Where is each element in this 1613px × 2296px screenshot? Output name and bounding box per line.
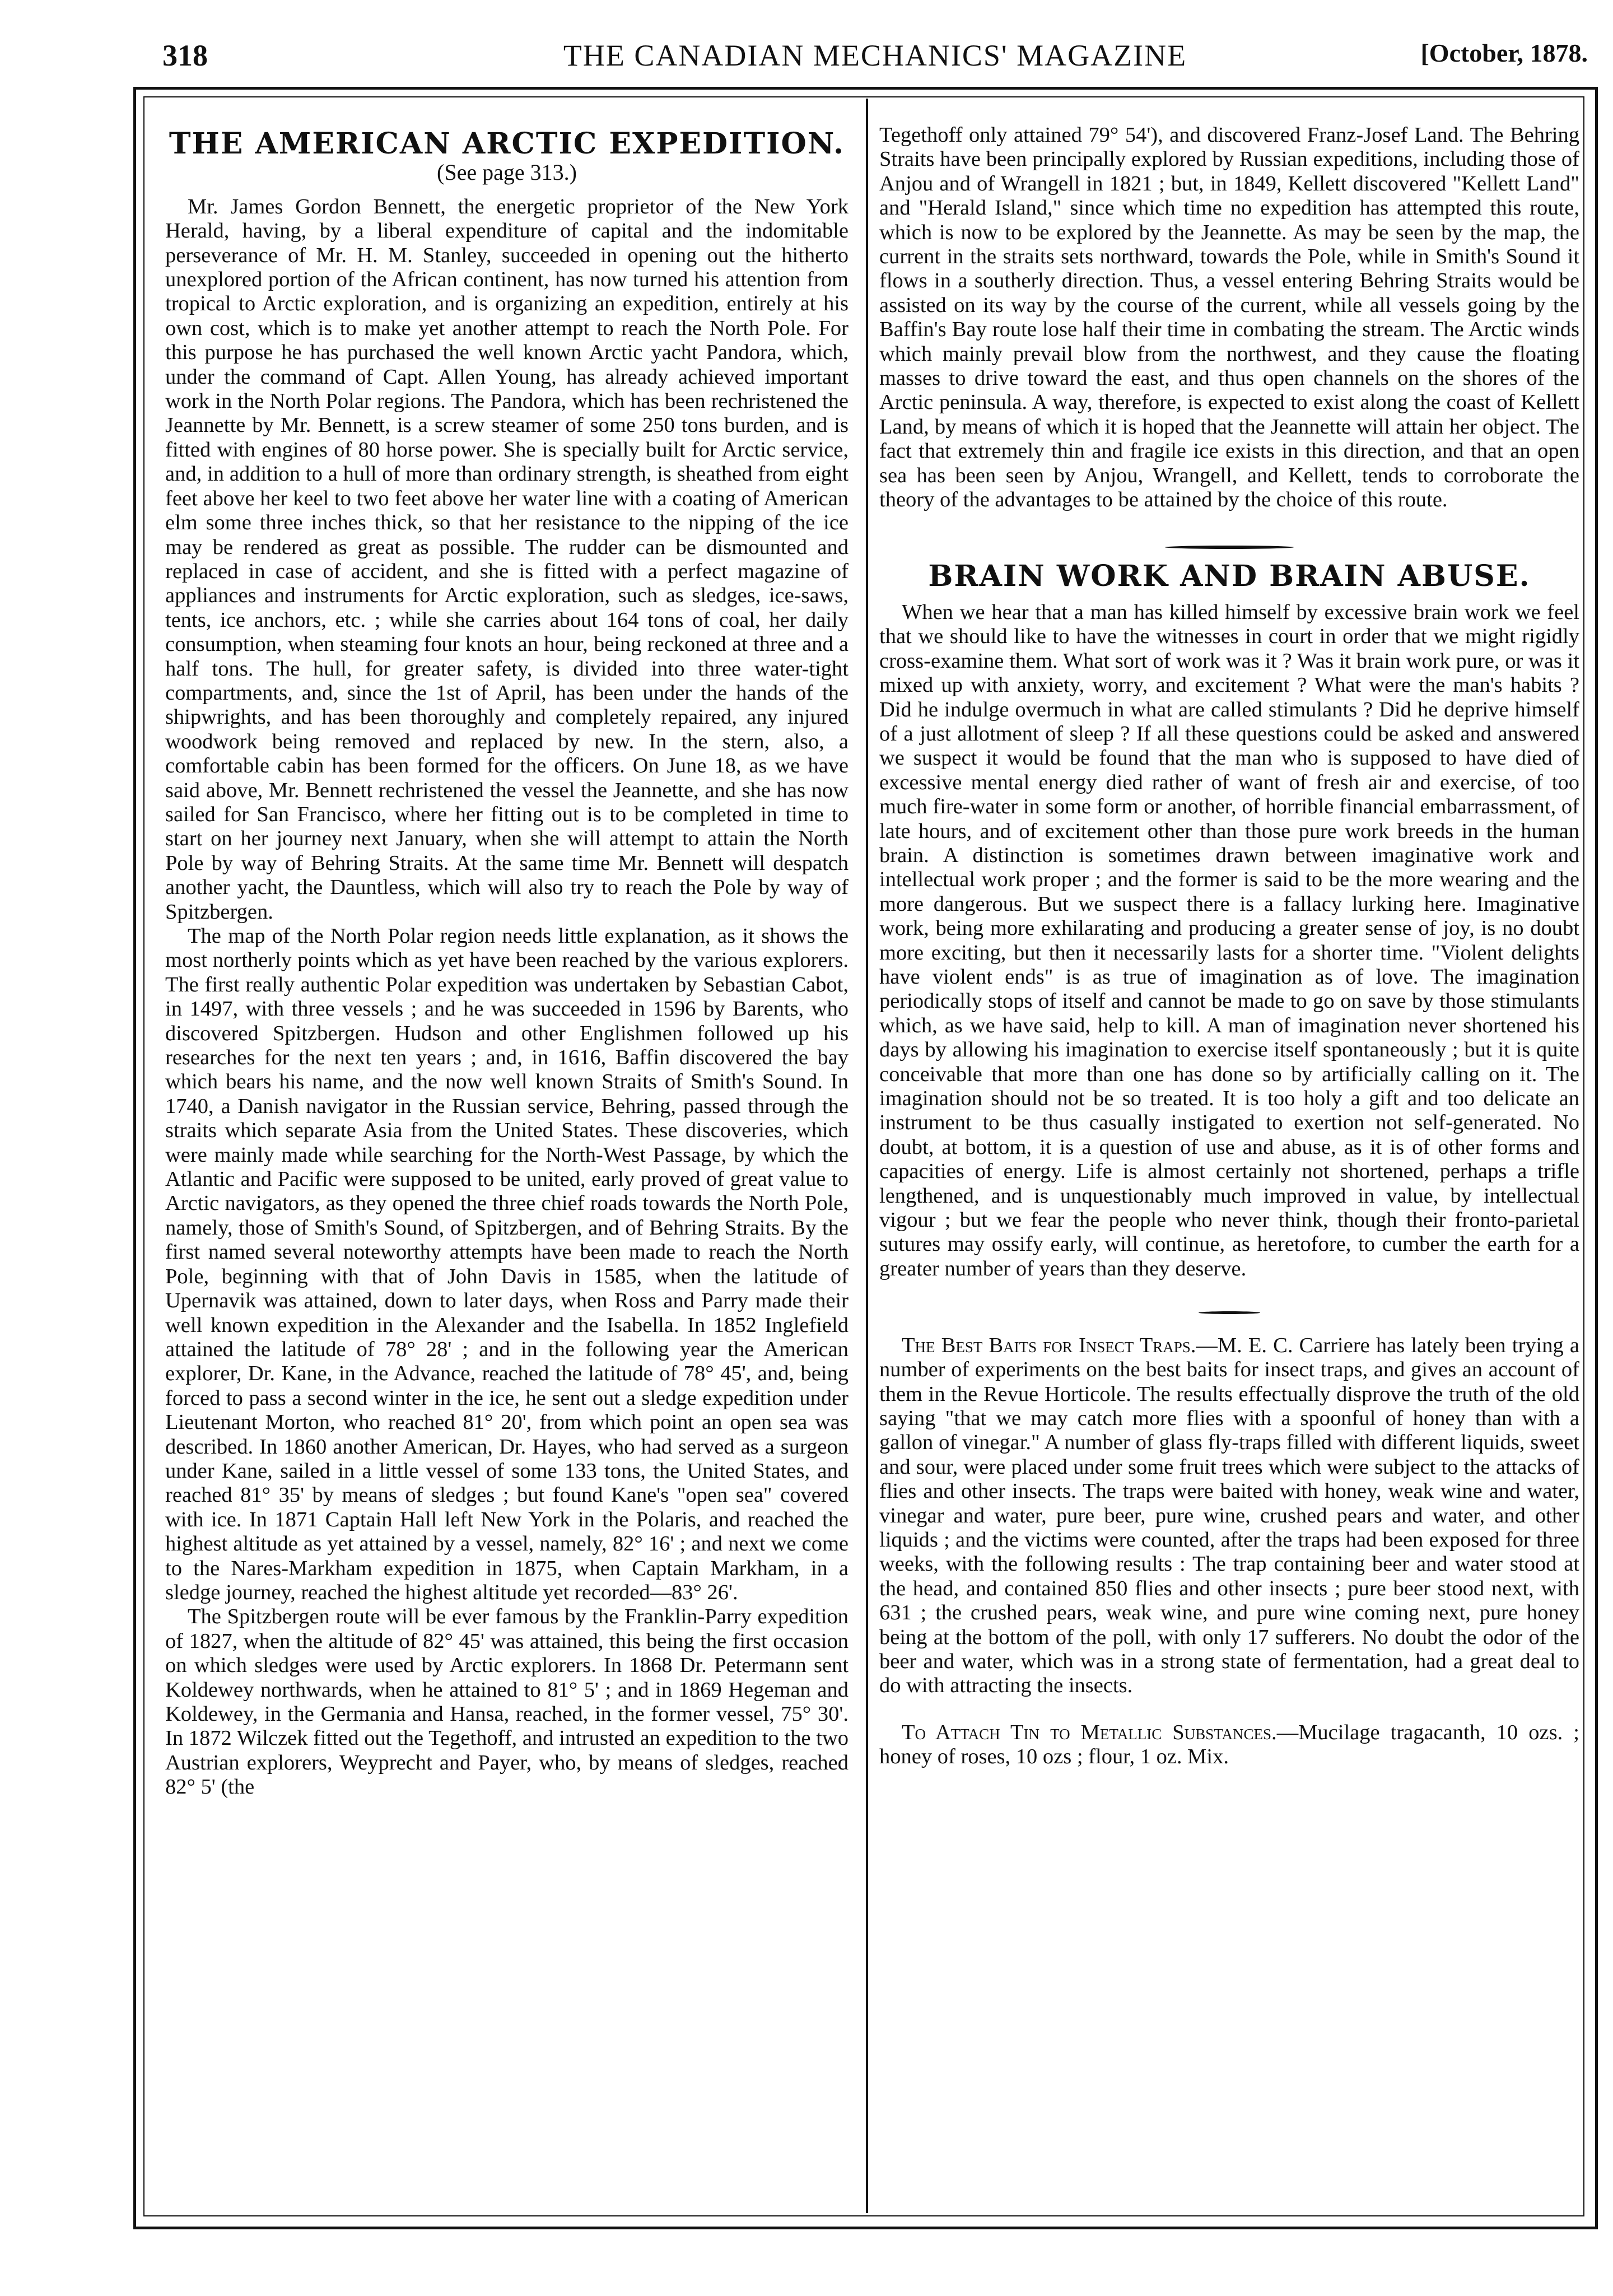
- note-title: To Attach Tin to Metallic Substances.: [902, 1720, 1277, 1744]
- note-tin: [879, 1721, 1579, 1769]
- magazine-title: THE CANADIAN MECHANICS' MAGAZINE: [563, 39, 1187, 72]
- article-paragraph: The Spitzbergen route will be ever famous by the Franklin-Parry expedition of 1827, when the altitude of 82° 45' was attained, this being the first occasion on which sledges were used by Arctic explorers. In 1868 Dr. Petermann sent Koldewey northwards, when he attained to 81° 5' ; and in 1869 Hegeman and Koldewey, in the Germania and Hansa, reached, in the former vessel, 75° 30'. In 1872 Wilczek fitted out the Tegethoff, and intrusted an expedition to the two Austrian explorers, Weyprecht and Payer, who, by means of sledges, reached 82° 5' (the: [165, 1605, 849, 1799]
- note-text: —M. E. C. Carriere has lately been trying a number of experiments on the best baits for insect traps, and gives an account of them in the Revue Horticole. The results effectually disprove the truth of the old saying "that we may catch more flies with a spoonful of honey than with a gallon of vinegar." A number of glass fly-traps filled with different liquids, sweet and sour, were placed under some fruit trees which were subject to the attacks of flies and other insects. The traps were baited with honey, weak wine and water, vinegar and water, pure beer, pure wine, crushed pears and water, and other liquids ; and the victims were counted, after the traps had been exposed for three weeks, with the following results : The trap containing beer and water stood at the head, and contained 850 flies and other insects ; pure beer stood next, with 631 ; the crushed pears, weak wine, and pure wine coming next, pure honey being at the bottom of the poll, with only 17 sufferers. No doubt the odor of the beer and water, which was in a strong state of fermentation, had a great deal to do with attracting the insects.: [879, 1333, 1579, 1698]
- article-subtitle: (See page 313.): [437, 160, 577, 185]
- column-rule: [866, 99, 868, 2213]
- article-paragraph: When we hear that a man has killed himself by excessive brain work we feel that we should like to have the witnesses in court in order that we might rigidly cross-examine them. What sort of work was it ? Was it brain work pure, or was it mixed up with anxiety, worry, and excitement ? What were the man's habits ? Did he indulge overmuch in what are called stimulants ? Did he deprive himself of a just allotment of sleep ? If all these questions could be asked and answered we suspect it would be found that the man who is supposed to have died of excessive mental energy died rather of want of fresh air and exercise, of too much fire-water in some form or another, of horrible financial embarrassment, of late hours, and of excitement other than those pure work breeds in the human brain. A distinction is sometimes drawn between imaginative work and intellectual work proper ; and the former is said to be the more wearing and the more dangerous. But we suspect there is a fallacy lurking here. Imaginative work, being more exhilarating and producing a greater sense of joy, is no doubt more exciting, but then it necessarily lasts for a shorter time. "Violent delights have violent ends" is as true of imagination as of love. The imagination periodically stops of itself and cannot be made to go on save by those stimulants which, as we have said, help to kill. A man of imagination never shortened his days by allowing his imagination to exercise itself spontaneously ; but it is quite conceivable that more than one has done so by artificially calling on it. The imagination should not be so treated. It is too holy a gift and too delicate an instrument to be thus casually instigated to exertion not self-generated. No doubt, at bottom, it is a question of use and abuse, as it is of other forms and capacities of energy. Life is almost certainly not shortened, perhaps a trifle lengthened, and is unquestionably much improved in value, by intellectual vigour ; but we fear the people who never think, though their fronto-parietal sutures may ossify early, will continue, as heretofore, to cumber the earth for a greater number of years than they deserve.: [879, 600, 1579, 1280]
- note-text: —Mucilage tragacanth, 10 ozs. ; honey of roses, 10 ozs ; flour, 1 oz. Mix.: [879, 1720, 1579, 1769]
- right-column: [879, 123, 1579, 1769]
- section-divider: [879, 534, 1579, 545]
- issue-date: [October, 1878.: [1420, 39, 1588, 67]
- running-head: [162, 38, 1588, 83]
- note-insect-traps: [879, 1334, 1579, 1698]
- article-paragraph: Mr. James Gordon Bennett, the energetic proprietor of the New York Herald, having, by a liberal expenditure of capital and the indomitable perseverance of Mr. H. M. Stanley, succeeded in opening out the hitherto unexplored portion of the African continent, has now turned his attention from tropical to Arctic exploration, and is organizing an expedition, entirely at his own cost, which is to make yet another attempt to reach the North Pole. For this purpose he has purchased the well known Arctic yacht Pandora, which, under the command of Capt. Allen Young, has already achieved important work in the North Polar regions. The Pandora, which has been rechristened the Jeannette by Mr. Bennett, is a screw steamer of some 250 tons burden, and is fitted with engines of 80 horse power. She is specially built for Arctic service, and, in addition to a hull of more than ordinary strength, is sheathed from eight feet above her keel to two feet above her water line with a coating of American elm some three inches thick, so that her resistance to the nipping of the ice may be rendered as great as possible. The rudder can be dismounted and replaced in case of accident, and she is fitted with a perfect magazine of appliances and instruments for Arctic exploration, such as sledges, ice-saws, tents, ice anchors, etc. ; while she carries about 164 tons of coal, her daily consumption, when steaming four knots an hour, being reckoned at three and a half tons. The hull, for greater safety, is divided into three water-tight compartments, and, since the 1st of April, has been under the hands of the shipwrights, and has been thoroughly and completely repaired, any injured woodwork being removed and replaced by new. In the stern, also, a comfortable cabin has been formed for the officers. On June 18, as we have said above, Mr. Bennett rechristened the vessel the Jeannette, and she has now sailed for San Francisco, where her fitting out is to be completed in time to start on her journey next January, when she will attempt to attain the North Pole by way of Behring Straits. At the same time Mr. Bennett will despatch another yacht, the Dauntless, which will also try to reach the Pole by way of Spitzbergen.: [165, 194, 849, 924]
- section-divider-small: [879, 1296, 1579, 1320]
- article-paragraph: The map of the North Polar region needs little explanation, as it shows the most northerly points which as yet have been reached by the various explorers. The first really authentic Polar expedition was undertaken by Sebastian Cabot, in 1497, with three vessels ; and he was succeeded in 1596 by Barents, who discovered Spitzbergen. Hudson and other Englishmen followed up his researches for the next ten years ; and, in 1616, Baffin discovered the bay which bears his name, and the now well known Straits of Smith's Sound. In 1740, a Danish navigator in the Russian service, Behring, passed through the straits which separate Asia from the United States. These discoveries, which were mainly made while searching for the North-West Passage, by which the Atlantic and Pacific were supposed to be united, early proved of great value to Arctic navigators, as they opened the three chief roads towards the North Pole, namely, those of Smith's Sound, of Spitzbergen, and of Behring Straits. By the first named several noteworthy attempts have been made to reach the North Pole, beginning with that of John Davis in 1585, when the latitude of Upernavik was attained, down to later days, when Ross and Parry made their well known expedition in the Alexander and the Isabella. In 1852 Inglefield attained the latitude of 78° 28' ; and in the following year the American explorer, Dr. Kane, in the Advance, reached the latitude of 78° 45', and, being forced to pass a second winter in the ice, he sent out a sledge expedition under Lieutenant Morton, who reached 81° 20', from which point an open sea was described. In 1860 another American, Dr. Hayes, who had served as a surgeon under Kane, sailed in a little vessel of some 133 tons, the United States, and reached 81° 35' by means of sledges ; but found Kane's "open sea" covered with ice. In 1871 Captain Hall left New York in the Polaris, and reached the highest altitude as yet attained by a vessel, namely, 82° 16' ; and next we come to the Nares-Markham expedition in 1875, when Captain Markham, in a sledge journey, reached the highest altitude yet recorded—83° 26'.: [165, 924, 849, 1604]
- article-title-arctic: THE AMERICAN ARCTIC EXPEDITION.: [169, 127, 845, 161]
- left-column: [165, 127, 849, 1800]
- article-title-brain: BRAIN WORK AND BRAIN ABUSE.: [928, 558, 1531, 593]
- article-paragraph-continued: Tegethoff only attained 79° 54'), and discovered Franz-Josef Land. The Behring Straits have been principally explored by Russian expeditions, including those of Anjou and of Wrangell in 1821 ; but, in 1849, Kellett discovered "Kellett Land" and "Herald Island," since which time no expedition has attempted this route, which is now to be explored by the Jeannette. As may be seen by the map, the current in the straits sets northward, towards the Pole, while in Smith's Sound it flows in a southerly direction. Thus, a vessel entering Behring Straits would be assisted on its way by the course of the current, while all vessels going by the Baffin's Bay route lose half their time in combating the stream. The Arctic winds which mainly prevail blow from the northwest, and they cause the floating masses to drive toward the east, and thus open channels on the shores of the Arctic peninsula. A way, therefore, is expected to exist along the coast of Kellett Land, by means of which it is hoped that the Jeannette will attain her object. The fact that extremely thin and fragile ice exists in this direction, and that an open sea has been seen by Anjou, Wrangell, and Kellett, tends to corroborate the theory of the advantages to be attained by the choice of this route.: [879, 123, 1579, 512]
- note-title: The Best Baits for Insect Traps.: [902, 1333, 1196, 1357]
- page-number: 318: [162, 39, 208, 72]
